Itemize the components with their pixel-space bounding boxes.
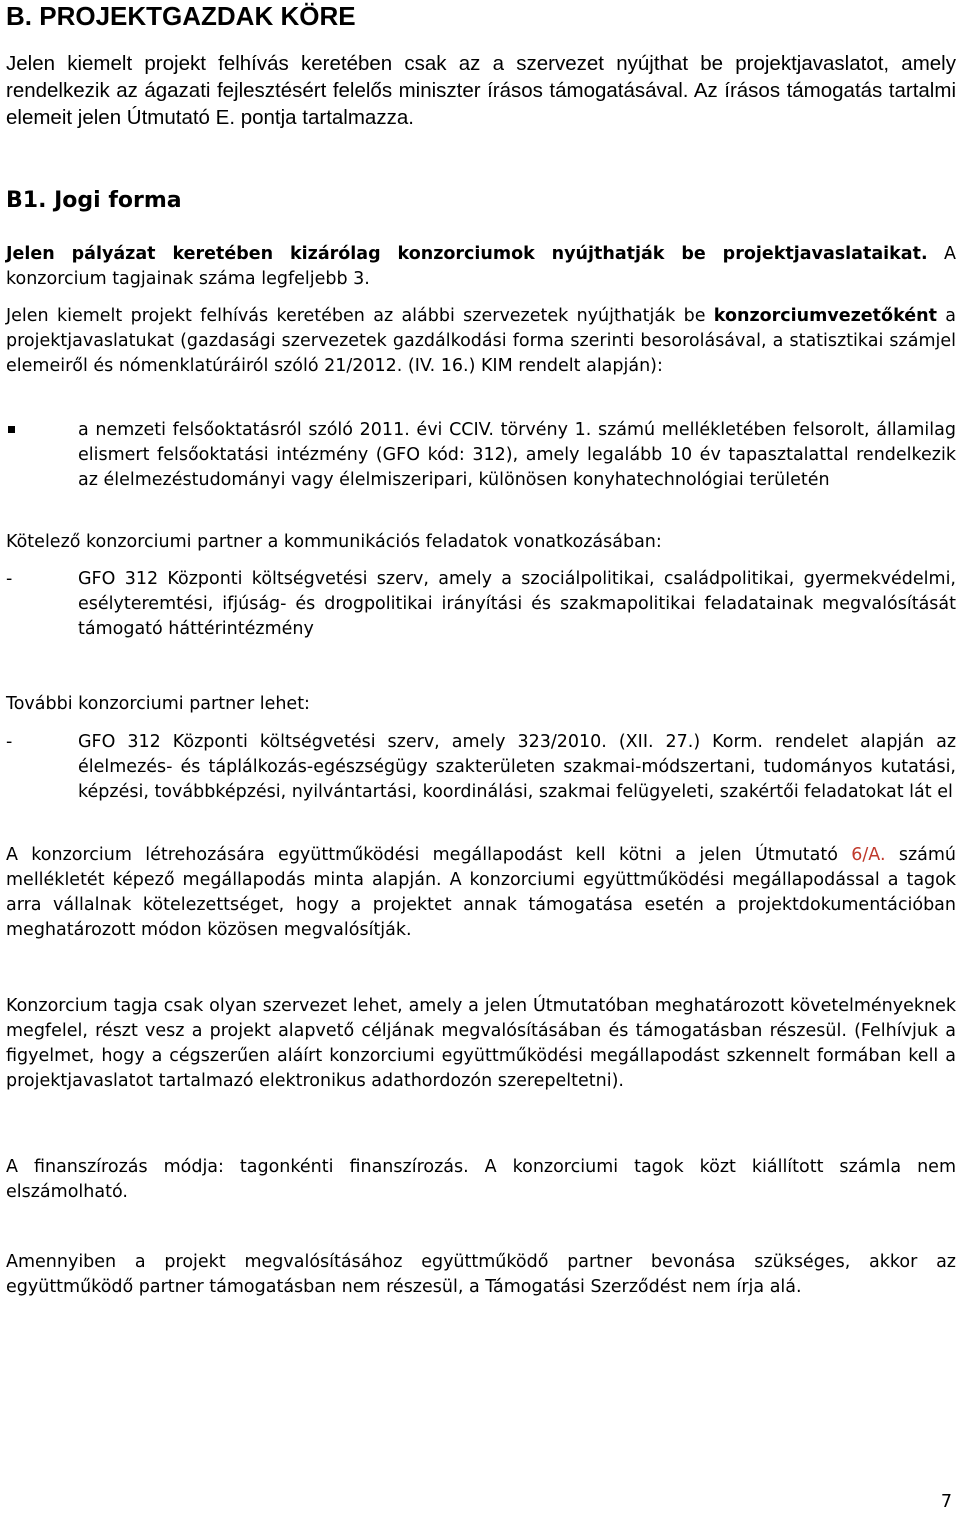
legal-form-paragraph (6, 242, 956, 292)
agreement-post: számú mellékletét képező megállapodás minta alapján. A konzorciumi együttműködési megállapodással a tagok arra vállalnak kötelezettséget, hogy a projektet annak támogatása esetén a projektdokumentációban meghatározott módon közösen megvalósítják. (6, 845, 957, 940)
consortium-leader-bold: konzorciumvezetőként (713, 306, 937, 326)
further-partner-paragraph: További konzorciumi partner lehet: (6, 694, 310, 714)
consortium-leader-paragraph (6, 304, 956, 379)
dash-marker: - (6, 732, 13, 752)
mandatory-partner-paragraph: Kötelező konzorciumi partner a kommunikációs feladatok vonatkozásában: (6, 532, 662, 552)
consortium-leader-post: a projektjavaslatukat (gazdasági szervezetek gazdálkodási forma szerinti besorolásával, a statisztikai számjel elemeiről és nómenklatúráiról szóló 21/2012. (IV. 16.) KIM rendelt alapján): (6, 306, 956, 376)
subsection-title: B1. Jogi forma (6, 188, 182, 213)
list-item (6, 418, 956, 493)
partner-paragraph: Amennyiben a projekt megvalósításához együttműködő partner bevonása szükséges, akkor az együttműködő partner támogatásban nem részesül, a Támogatási Szerződést nem írja alá. (6, 1252, 956, 1297)
list-item (6, 730, 956, 805)
legal-form-rest: A konzorcium tagjainak száma legfeljebb 3. (6, 244, 956, 289)
legal-form-bold: Jelen pályázat keretében kizárólag konzorciumok nyújthatják be projektjavaslataikat. (6, 244, 928, 264)
page-number: 7 (940, 1492, 952, 1512)
financing-paragraph: A finanszírozás módja: tagonkénti finanszírozás. A konzorciumi tagok közt kiállított számla nem elszámolható. (6, 1157, 956, 1202)
member-requirement-paragraph: Konzorcium tagja csak olyan szervezet lehet, amely a jelen Útmutatóban meghatározott követelményeknek megfelel, részt vesz a projekt alapvető céljának megvalósításában és támogatásban részesül. (Felhívjuk a figyelmet, hogy a cégszerűen aláírt konzorciumi együttműködési megállapodást szkennelt formában kell a projektjavaslatot tartalmazó elektronikus adathordozón szerepeltetni). (6, 996, 956, 1091)
section-heading: B. PROJEKTGAZDAK KÖRE (6, 1, 356, 31)
dash-text: GFO 312 Központi költségvetési szerv, amely 323/2010. (XII. 27.) Korm. rendelet alapján az élelmezés- és táplálkozás-egészségügy szakterületen szakmai-módszertani, tudományos kutatási, képzési, továbbképzési, nyilvántartási, koordinálási, szakmai felügyeleti, szakértői feladatokat lát el (78, 732, 956, 802)
agreement-paragraph (6, 843, 956, 943)
intro-paragraph: Jelen kiemelt projekt felhívás keretében csak az a szervezet nyújthat be projektjavaslatot, amely rendelkezik az ágazati fejlesztésért felelős miniszter írásos támogatásával. Az írásos támogatás tartalmi elemeit jelen Útmutató E. pontja tartalmazza. (6, 52, 956, 129)
dash-text: GFO 312 Központi költségvetési szerv, amely a szociálpolitikai, családpolitikai, gyermekvédelmi, esélyteremtési, ifjúság- és drogpolitikai irányítási és szakmapolitikai feladatainak megvalósítását támogató háttérintézmény (78, 569, 956, 639)
bullet-text: a nemzeti felsőoktatásról szóló 2011. évi CCIV. törvény 1. számú mellékletében felsorolt, államilag elismert felsőoktatási intézmény (GFO kód: 312), amely legalább 10 év tapasztalattal rendelkezik az élelmezéstudományi vagy élelmiszeripari, különösen konyhatechnológiai területén (78, 420, 956, 490)
agreement-pre: A konzorcium létrehozására együttműködési megállapodást kell kötni a jelen Útmutató (6, 845, 852, 865)
annex-reference: 6/A. (851, 845, 886, 865)
dash-marker: - (6, 569, 13, 589)
list-item (6, 567, 956, 642)
consortium-leader-pre: Jelen kiemelt projekt felhívás keretében az alábbi szervezetek nyújthatják be (6, 306, 714, 326)
